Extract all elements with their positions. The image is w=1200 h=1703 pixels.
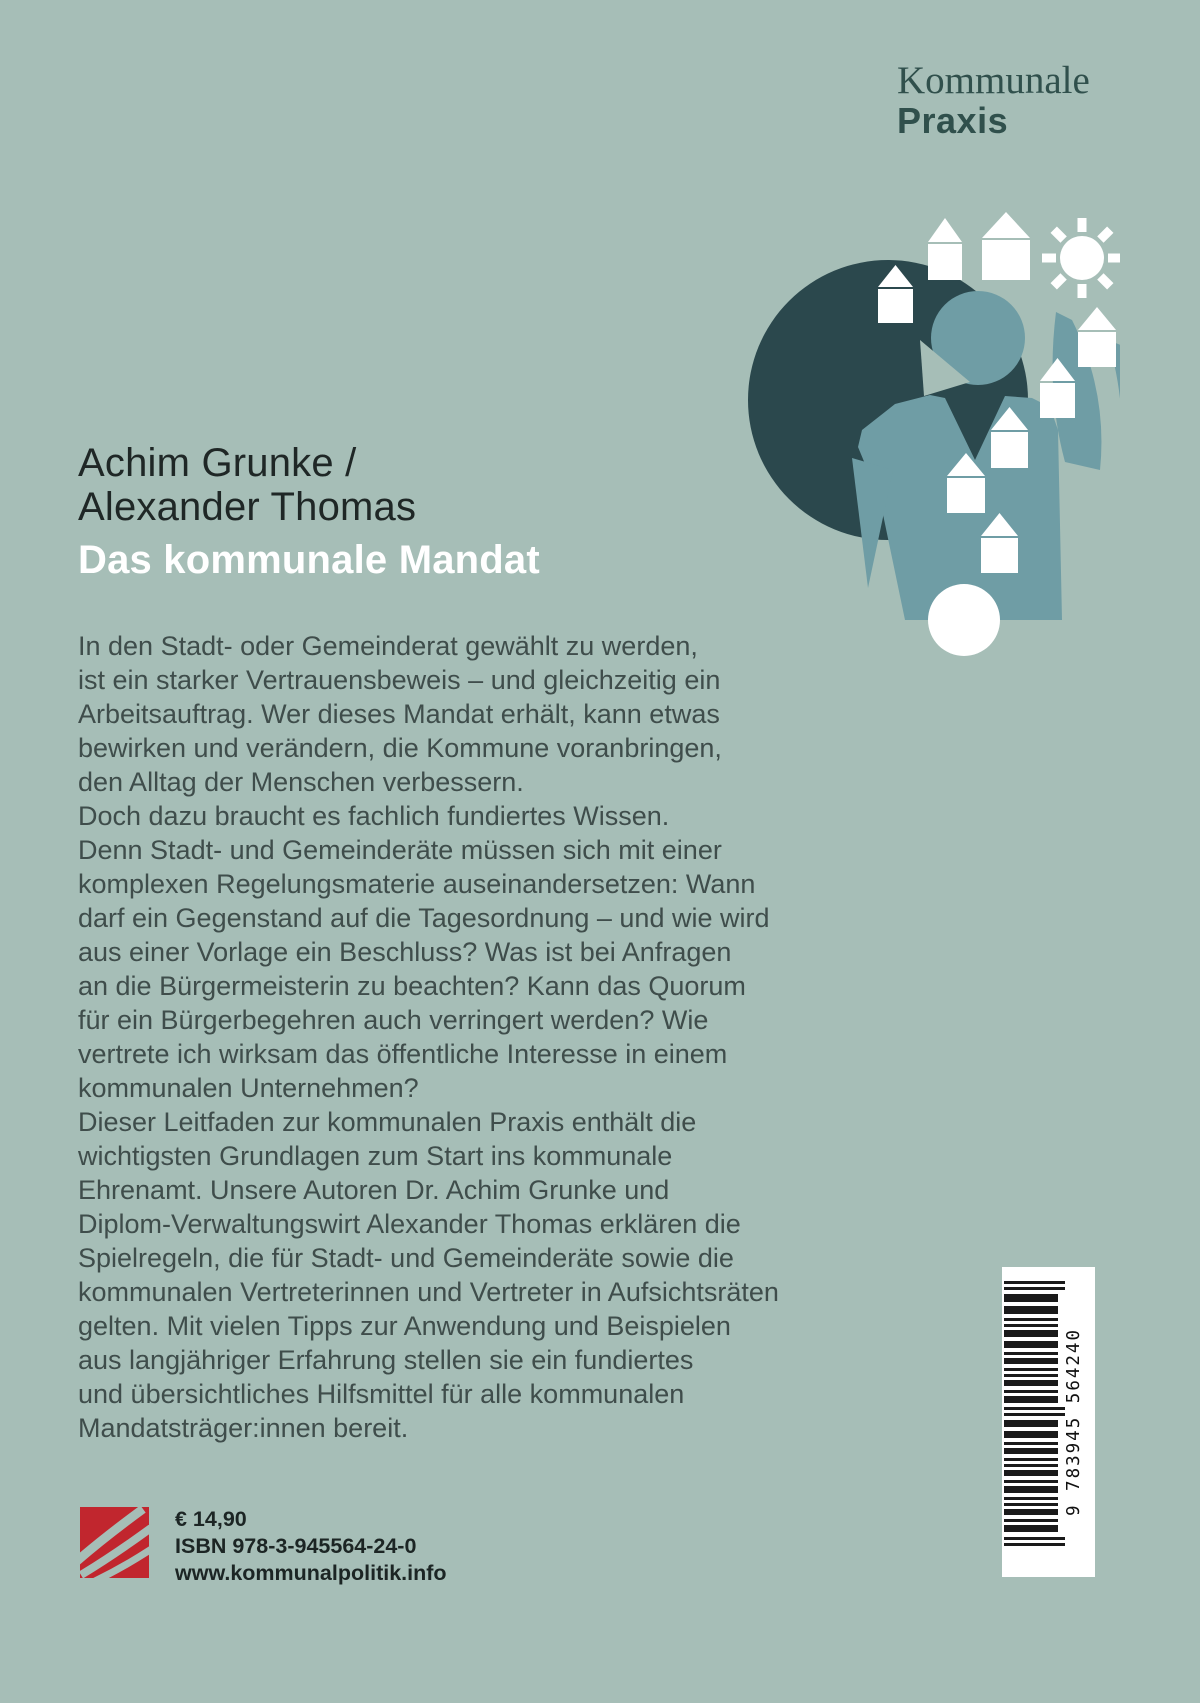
author-name-1: Achim Grunke / (78, 441, 357, 485)
description-line: an die Bürgermeisterin zu beachten? Kann das Quorum (78, 971, 746, 1001)
description-line: aus langjähriger Erfahrung stellen sie ein fundiertes (78, 1345, 694, 1375)
description-line: kommunalen Vertreterinnen und Vertreter in Aufsichtsräten (78, 1277, 779, 1307)
publisher-wordmark (897, 60, 1090, 140)
description-line: Ehrenamt. Unsere Autoren Dr. Achim Grunke und (78, 1175, 670, 1205)
website-url: www.kommunalpolitik.info (175, 1561, 447, 1585)
description-line: komplexen Regelungsmaterie auseinandersetzen: Wann (78, 869, 756, 899)
description-line: Diplom-Verwaltungswirt Alexander Thomas erklären die (78, 1209, 741, 1239)
white-dot (928, 584, 1000, 656)
book-title: Das kommunale Mandat (78, 538, 540, 582)
house-icon (928, 218, 962, 280)
description-line: Denn Stadt- und Gemeinderäte müssen sich mit einer (78, 835, 722, 865)
sun-icon (1042, 218, 1120, 298)
purchase-info (175, 1506, 447, 1587)
author-name-2: Alexander Thomas (78, 485, 417, 529)
barcode (1002, 1267, 1095, 1577)
description-line: Spielregeln, die für Stadt- und Gemeinderäte sowie die (78, 1243, 734, 1273)
barcode-number: 9 783945 564240 (1063, 1327, 1084, 1517)
description-line: Mandatsträger:innen bereit. (78, 1413, 409, 1443)
description-line: vertrete ich wirksam das öffentliche Interesse in einem (78, 1039, 728, 1069)
description-line: darf ein Gegenstand auf die Tagesordnung – und wie wird (78, 903, 770, 933)
author-block (78, 441, 416, 529)
isbn: ISBN 978-3-945564-24-0 (175, 1534, 417, 1558)
book-description (78, 629, 779, 1445)
house-icon (982, 212, 1030, 280)
description-line: kommunalen Unternehmen? (78, 1073, 419, 1103)
publisher-mark-icon (80, 1507, 149, 1578)
publisher-line-praxis: Praxis (897, 100, 1009, 141)
description-line: ist ein starker Vertrauensbeweis – und gleichzeitig ein (78, 665, 721, 695)
description-line: bewirken und verändern, die Kommune voranbringen, (78, 733, 722, 763)
description-line: gelten. Mit vielen Tipps zur Anwendung und Beispielen (78, 1311, 731, 1341)
description-line: Dieser Leitfaden zur kommunalen Praxis enthält die (78, 1107, 697, 1137)
description-line: den Alltag der Menschen verbessern. (78, 767, 524, 797)
price: € 14,90 (175, 1507, 247, 1531)
cover-illustration (680, 192, 1120, 662)
description-line: aus einer Vorlage ein Beschluss? Was ist bei Anfragen (78, 937, 732, 967)
barcode-bars-icon (1004, 1281, 1068, 1551)
publisher-line-kommunale: Kommunale (897, 59, 1090, 102)
description-line: und übersichtliches Hilfsmittel für alle kommunalen (78, 1379, 685, 1409)
description-line: für ein Bürgerbegehren auch verringert werden? Wie (78, 1005, 709, 1035)
description-line: wichtigsten Grundlagen zum Start ins kommunale (78, 1141, 673, 1171)
description-line: Doch dazu braucht es fachlich fundiertes Wissen. (78, 801, 670, 831)
house-icon (1078, 307, 1116, 367)
description-line: In den Stadt- oder Gemeinderat gewählt zu werden, (78, 631, 698, 661)
description-line: Arbeitsauftrag. Wer dieses Mandat erhält, kann etwas (78, 699, 720, 729)
